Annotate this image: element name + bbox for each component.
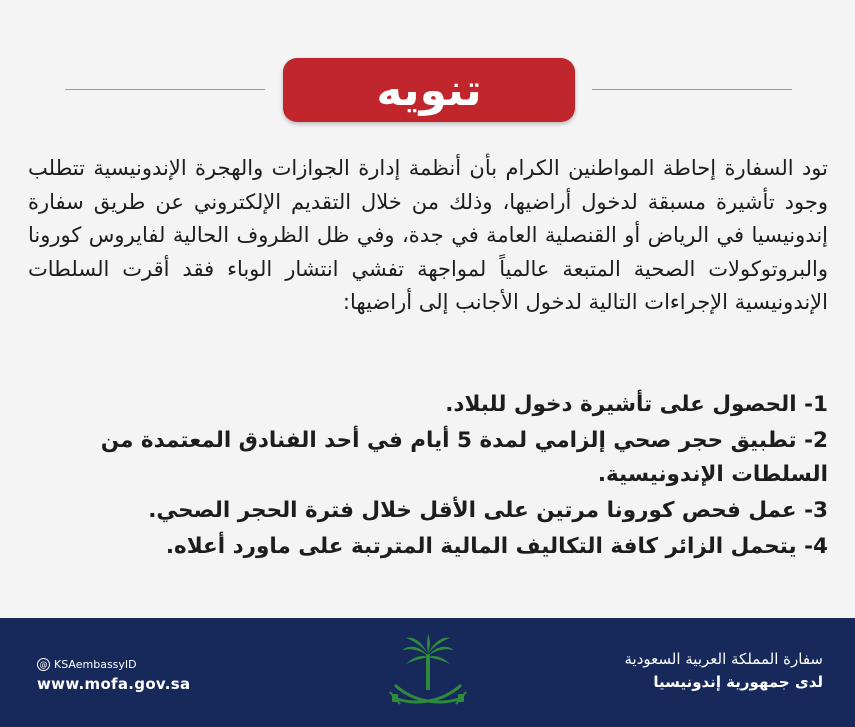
requirement-item: 3- عمل فحص كورونا مرتين على الأقل خلال فترة الحجر الصحي. [148, 498, 828, 523]
website-link[interactable]: www.mofa.gov.sa [37, 675, 191, 693]
notice-paragraph: تود السفارة إحاطة المواطنين الكرام بأن أنظمة إدارة الجوازات والهجرة الإندونيسية تتطلب وجود تأشيرة مسبقة لدخول أراضيها، وذلك من خلال التقديم الإلكتروني عن طريق سفارة إندونيسيا في الرياض أو القنصلية العامة في جدة، وفي ظل الظروف الحالية لفايروس كورونا والبروتوكولات الصحية المتبعة عالمياً لمواجهة تفشي انتشار الوباء فقد أقرت السلطات الإندونيسية الإجراءات التالية لدخول الأجانب إلى أراضيها: [28, 156, 828, 314]
right-divider [592, 89, 792, 90]
twitter-handle-text: KSAembassyID [54, 658, 137, 671]
requirement-item: 2- تطبيق حجر صحي إلزامي لمدة 5 أيام في أحد الفنادق المعتمدة من السلطات الإندونيسية. [100, 428, 828, 487]
at-icon: @ [37, 658, 50, 671]
notice-header [0, 0, 855, 150]
embassy-country: لدى جمهورية إندونيسيا [653, 673, 823, 691]
requirements-list [28, 388, 828, 566]
requirement-item: 4- يتحمل الزائر كافة التكاليف المالية المترتبة على ماورد أعلاه. [165, 534, 828, 559]
embassy-name-block [583, 648, 823, 694]
footer-bar [0, 618, 855, 727]
notice-body [28, 152, 828, 320]
contact-info [37, 658, 190, 693]
saudi-emblem-icon [384, 632, 472, 718]
twitter-handle[interactable] [37, 658, 190, 671]
embassy-name: سفارة المملكة العربية السعودية [624, 650, 823, 668]
left-divider [65, 89, 265, 90]
title-badge [283, 58, 575, 122]
requirement-item: 1- الحصول على تأشيرة دخول للبلاد. [445, 392, 828, 417]
notice-title: تنويه [376, 64, 482, 116]
